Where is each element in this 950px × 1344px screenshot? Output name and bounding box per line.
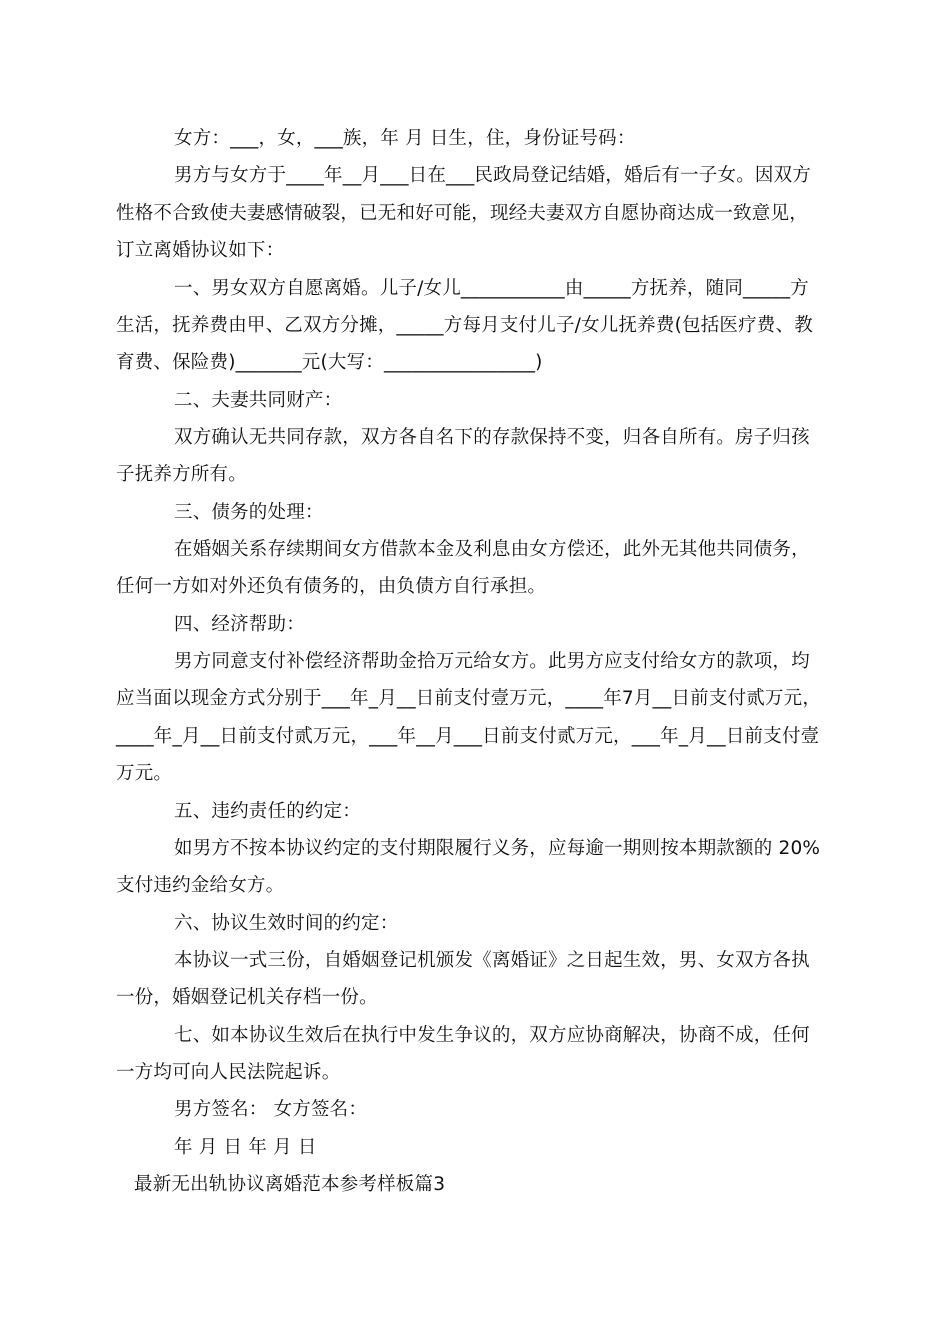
paragraph-line: 一份，婚姻登记机关存档一份。 [116,987,378,1008]
paragraph-line: 订立离婚协议如下： [116,240,285,261]
paragraph-line: 子抚养方所有。 [116,464,247,485]
section-3-heading: 三、债务的处理： [174,502,324,523]
paragraph-line: 双方确认无共同存款，双方各自名下的存款保持不变，归各自所有。房子归孩 [174,427,810,448]
paragraph-line: 性格不合致使夫妻感情破裂，已无和好可能，现经夫妻双方自愿协商达成一致意见， [116,203,808,224]
party-female-line: 女方：___，女，___族，年 月 日生，住，身份证号码： [174,128,636,149]
paragraph-line: 本协议一式三份，自婚姻登记机颁发《离婚证》之日起生效，男、女双方各执 [174,950,810,971]
paragraph-line: 任何一方如对外还负有债务的，由负债方自行承担。 [116,576,547,597]
paragraph-line: 万元。 [116,763,173,784]
signature-line: 男方签名： 女方签名： [174,1099,368,1120]
paragraph-line: 在婚姻关系存续期间女方借款本金及利息由女方偿还，此外无其他共同债务， [174,539,810,560]
section-5-heading: 五、违约责任的约定： [174,801,362,822]
paragraph-line: 男方与女方于____年__月___日在___民政局登记结婚，婚后有一子女。因双方 [174,165,812,186]
paragraph-line: ____年_月__日前支付贰万元，___年__月___日前支付贰万元，___年_月__日前支付壹 [116,726,820,747]
paragraph-line: 生活，抚养费由甲、乙双方分摊，_____方每月支付儿子/女儿抚养费(包括医疗费、教 [116,315,813,336]
paragraph-line: 应当面以现金方式分别于___年_月__日前支付壹万元，____年7月__日前支付贰万元， [116,688,822,709]
section-7-line: 七、如本协议生效后在执行中发生争议的，双方应协商解决，协商不成，任何 [174,1025,810,1046]
section-4-heading: 四、经济帮助： [174,614,305,635]
paragraph-line: 育费、保险费)_______元(大写：________________) [116,352,543,373]
section-2-heading: 二、夫妻共同财产： [174,390,343,411]
paragraph-line: 一方均可向人民法院起诉。 [116,1062,341,1083]
paragraph-line: 支付违约金给女方。 [116,875,285,896]
paragraph-line: 如男方不按本协议约定的支付期限履行义务，应每逾一期则按本期款额的 20% [174,838,821,859]
next-section-title: 最新无出轨协议离婚范本参考样板篇3 [134,1174,446,1195]
paragraph-line: 男方同意支付补偿经济帮助金拾万元给女方。此男方应支付给女方的款项，均 [174,651,810,672]
date-line: 年 月 日 年 月 日 [174,1137,317,1158]
section-6-heading: 六、协议生效时间的约定： [174,913,399,934]
section-1-line: 一、男女双方自愿离婚。儿子/女儿___________由_____方抚养，随同_____方 [174,278,809,299]
